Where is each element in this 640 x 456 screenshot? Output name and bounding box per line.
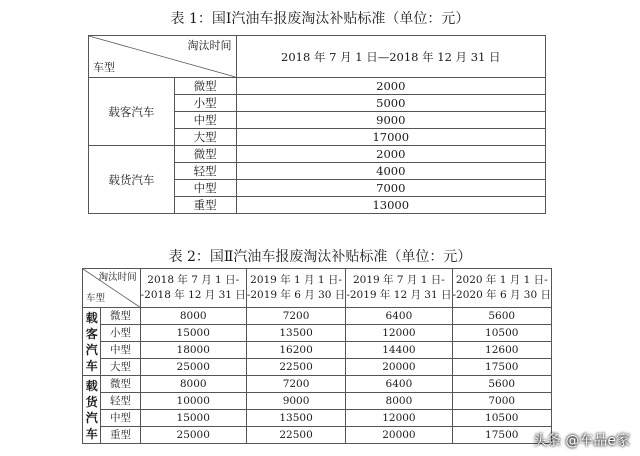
table-row [83, 325, 552, 342]
table-row [83, 308, 552, 325]
subsidy-value-cell: 8000 [140, 376, 246, 393]
subsidy-value-cell: 5600 [452, 308, 552, 325]
period-header [346, 269, 452, 308]
table2 [82, 268, 552, 444]
subsidy-value-cell: 17500 [452, 359, 552, 376]
table2-diagonal-header [83, 269, 141, 308]
subsidy-value-cell: 2000 [236, 146, 545, 163]
table-row [83, 393, 552, 410]
watermark [533, 430, 630, 450]
vehicle-group-label: 载货汽车 [85, 378, 98, 441]
table1-header-type-label: 车型 [93, 61, 115, 74]
table1-title: 表 1：国Ⅰ汽油车报废淘汰补贴标准（单位：元） [170, 11, 470, 27]
subsidy-value-cell: 8000 [140, 308, 246, 325]
subsidy-value-cell: 9000 [236, 112, 545, 129]
watermark-text: 头条 @车品e家 [532, 433, 630, 449]
table1-period-header: 2018 年 7 月 1 日—2018 年 12 月 31 日 [236, 36, 545, 78]
period-start: 2019 年 1 月 1 日- [250, 274, 342, 286]
subsidy-value-cell: 6400 [346, 308, 452, 325]
subsidy-value-cell: 14400 [346, 342, 452, 359]
subsidy-value-cell: 7200 [246, 308, 346, 325]
table-row [89, 146, 546, 163]
subsidy-value-cell: 5600 [452, 376, 552, 393]
vehicle-size-cell: 重型 [101, 427, 140, 444]
table-row [83, 342, 552, 359]
subsidy-value-cell: 12000 [346, 325, 452, 342]
subsidy-value-cell: 25000 [140, 427, 246, 444]
vehicle-size-cell: 中型 [101, 410, 140, 427]
vehicle-group-label-cell [83, 308, 101, 376]
vehicle-size-cell: 小型 [101, 325, 140, 342]
table1 [88, 35, 546, 214]
subsidy-value-cell: 10000 [140, 393, 246, 410]
subsidy-value-cell: 15000 [140, 410, 246, 427]
table2-header-time-label: 淘汰时间 [98, 272, 137, 283]
table-row [83, 427, 552, 444]
subsidy-value-cell: 16200 [246, 342, 346, 359]
table2-title: 表 2：国Ⅱ汽油车报废淘汰补贴标准（单位：元） [168, 249, 472, 265]
vehicle-size-cell: 中型 [101, 342, 140, 359]
vehicle-size-cell: 微型 [101, 308, 140, 325]
vehicle-group-label: 载客汽车 [85, 310, 98, 373]
subsidy-value-cell: 10500 [452, 410, 552, 427]
subsidy-value-cell: 22500 [246, 427, 346, 444]
vehicle-group-label-cell [83, 376, 101, 444]
subsidy-value-cell: 15000 [140, 325, 246, 342]
vehicle-size-cell: 轻型 [101, 393, 140, 410]
vehicle-size-cell: 中型 [174, 180, 236, 197]
period-end: -2018 年 12 月 31 日 [140, 289, 246, 301]
subsidy-value-cell: 7200 [246, 376, 346, 393]
vehicle-size-cell: 微型 [101, 376, 140, 393]
period-end: -2019 年 6 月 30 日 [246, 289, 346, 301]
vehicle-size-cell: 小型 [174, 95, 236, 112]
subsidy-value-cell: 9000 [246, 393, 346, 410]
table-row [83, 359, 552, 376]
period-header [246, 269, 346, 308]
subsidy-value-cell: 6400 [346, 376, 452, 393]
subsidy-value-cell: 20000 [346, 359, 452, 376]
period-start: 2018 年 7 月 1 日- [147, 274, 240, 286]
table-row [83, 376, 552, 393]
vehicle-size-cell: 中型 [174, 112, 236, 129]
table-row [83, 410, 552, 427]
subsidy-value-cell: 13000 [236, 197, 545, 214]
subsidy-value-cell: 7000 [236, 180, 545, 197]
period-end: -2020 年 6 月 30 日 [452, 289, 551, 301]
table2-header-type-label: 车型 [86, 293, 106, 304]
period-start: 2020 年 1 月 1 日- [455, 274, 548, 286]
subsidy-value-cell: 12000 [346, 410, 452, 427]
vehicle-size-cell: 微型 [174, 78, 236, 95]
vehicle-size-cell: 大型 [174, 129, 236, 146]
period-end: -2019 年 12 月 31 日 [346, 289, 452, 301]
subsidy-value-cell: 22500 [246, 359, 346, 376]
vehicle-group-label: 载客汽车 [89, 78, 175, 146]
table1-diagonal-header [89, 36, 237, 78]
vehicle-size-cell: 微型 [174, 146, 236, 163]
subsidy-value-cell: 2000 [236, 78, 545, 95]
subsidy-value-cell: 10500 [452, 325, 552, 342]
subsidy-value-cell: 13500 [246, 325, 346, 342]
vehicle-group-label: 载货汽车 [89, 146, 175, 214]
vehicle-size-cell: 重型 [174, 197, 236, 214]
table-row [89, 78, 546, 95]
table1-header-time-label: 淘汰时间 [187, 39, 232, 52]
subsidy-value-cell: 8000 [346, 393, 452, 410]
subsidy-value-cell: 20000 [346, 427, 452, 444]
subsidy-value-cell: 7000 [452, 393, 552, 410]
subsidy-value-cell: 25000 [140, 359, 246, 376]
period-header [140, 269, 246, 308]
subsidy-value-cell: 18000 [140, 342, 246, 359]
subsidy-value-cell: 13500 [246, 410, 346, 427]
subsidy-value-cell: 17000 [236, 129, 545, 146]
period-start: 2019 年 7 月 1 日- [352, 274, 445, 286]
subsidy-value-cell: 4000 [236, 163, 545, 180]
subsidy-value-cell: 17500 [452, 427, 552, 444]
subsidy-value-cell: 12600 [452, 342, 552, 359]
vehicle-size-cell: 大型 [101, 359, 140, 376]
period-header [452, 269, 552, 308]
vehicle-size-cell: 轻型 [174, 163, 236, 180]
subsidy-value-cell: 5000 [236, 95, 545, 112]
